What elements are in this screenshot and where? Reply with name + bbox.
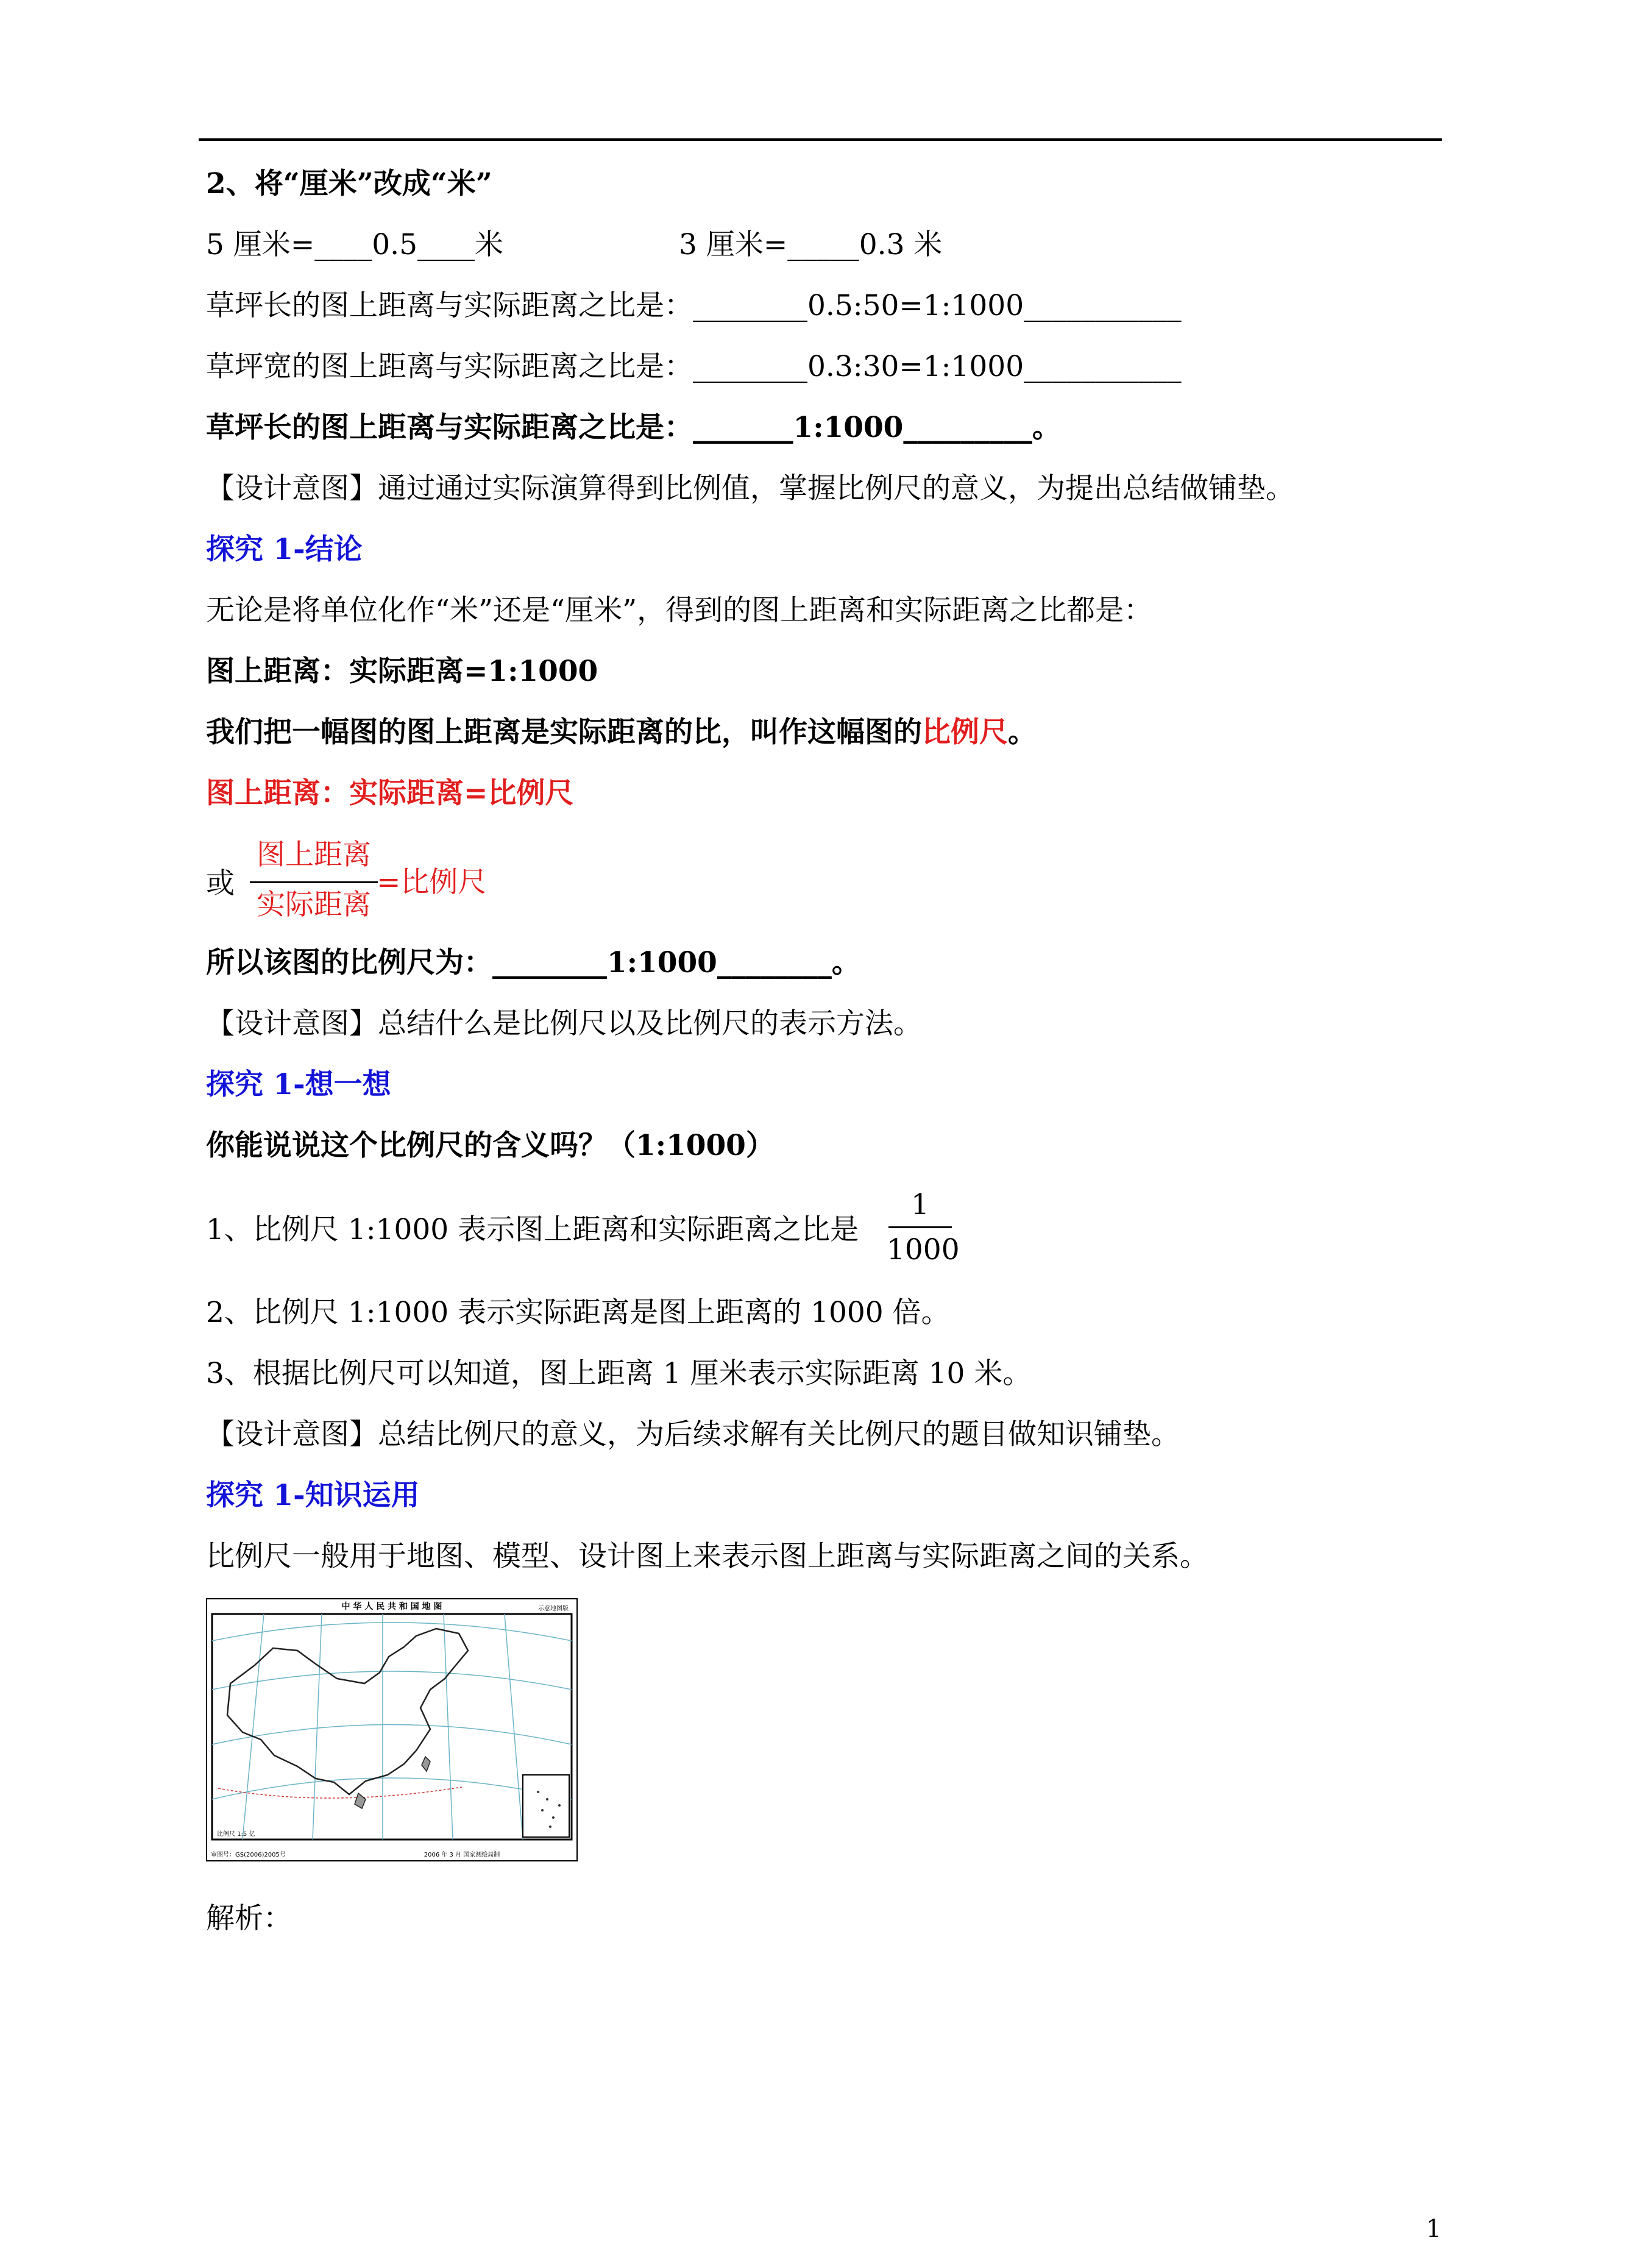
design-intent-1: 【设计意图】通过通过实际演算得到比例值，掌握比例尺的意义，为提出总结做铺垫。: [206, 472, 1294, 505]
fraction-bar: [250, 881, 378, 883]
map-corner-label: 示意地图版: [538, 1605, 569, 1612]
meaning-2: 2、比例尺 1:1000 表示实际距离是图上距离的 1000 倍。: [206, 1296, 950, 1329]
design-intent-2: 【设计意图】总结什么是比例尺以及比例尺的表示方法。: [206, 1007, 922, 1040]
map-footer-right: 2006 年 3 月 国家测绘局制: [424, 1852, 500, 1858]
conclusion-period: 。: [1008, 716, 1037, 749]
scale-answer: 所以该图的比例尺为：________1:1000________。: [206, 946, 860, 979]
fraction-result: =比例尺: [377, 866, 487, 899]
design-intent-3: 【设计意图】总结比例尺的意义，为后续求解有关比例尺的题目做知识铺垫。: [206, 1418, 1180, 1451]
south-china-sea-inset: [523, 1775, 569, 1837]
conclusion-line-1: 无论是将单位化作“米”还是“厘米”，得到的图上距离和实际距离之比都是：: [206, 594, 1153, 627]
heading-apply: 探究 1-知识运用: [206, 1479, 420, 1512]
heading-think: 探究 1-想一想: [206, 1068, 391, 1101]
conclusion-line-3: [206, 714, 1037, 751]
meaning-1: 1、比例尺 1:1000 表示图上距离和实际距离之比是: [206, 1213, 859, 1246]
page-number: 1: [1426, 2215, 1442, 2243]
china-map-image: [206, 1598, 578, 1861]
map-scale-note: 比例尺 1:5 亿: [217, 1831, 255, 1838]
meaning-3: 3、根据比例尺可以知道，图上距离 1 厘米表示实际距离 10 米。: [206, 1357, 1032, 1390]
meaning-1-denominator: 1000: [887, 1233, 960, 1267]
conclusion-text: 我们把一幅图的图上距离是实际距离的比，叫作这幅图的: [206, 716, 922, 749]
scale-term: 比例尺: [922, 716, 1008, 749]
q2-line1-left: 5 厘米=____0.5____米: [206, 228, 503, 261]
fraction-numerator: 图上距离: [257, 838, 371, 872]
q2-title: 2、将“厘米”改成“米”: [206, 167, 492, 201]
header-rule: [199, 138, 1442, 141]
q2-length-ratio: 草坪长的图上距离与实际距离之比是：________0.5:50=1:1000___________: [206, 289, 1182, 322]
map-title: 中 华 人 民 共 和 国 地 图: [341, 1602, 442, 1612]
apply-line: 比例尺一般用于地图、模型、设计图上来表示图上距离与实际距离之间的关系。: [206, 1540, 1208, 1573]
meaning-1-numerator: 1: [911, 1188, 929, 1221]
fraction-denominator: 实际距离: [257, 888, 371, 922]
think-question: 你能说说这个比例尺的含义吗？（1:1000）: [206, 1129, 775, 1162]
scale-formula: 图上距离：实际距离=比例尺: [206, 777, 574, 810]
or-label: 或: [206, 867, 235, 900]
q2-width-ratio: 草坪宽的图上距离与实际距离之比是：________0.3:30=1:1000___________: [206, 350, 1182, 383]
conclusion-line-2: 图上距离：实际距离=1:1000: [206, 655, 598, 688]
q2-line1-right: 3 厘米=_____0.3 米: [679, 228, 943, 261]
analysis-label: 解析：: [206, 1902, 292, 1935]
q2-bold-ratio: 草坪长的图上距离与实际距离之比是：_______1:1000_________。: [206, 411, 1061, 444]
meaning-1-fraction-bar: [888, 1226, 952, 1228]
map-footer-left: 审图号：GS(2006)2005号: [211, 1852, 286, 1858]
heading-conclusion: 探究 1-结论: [206, 533, 363, 566]
